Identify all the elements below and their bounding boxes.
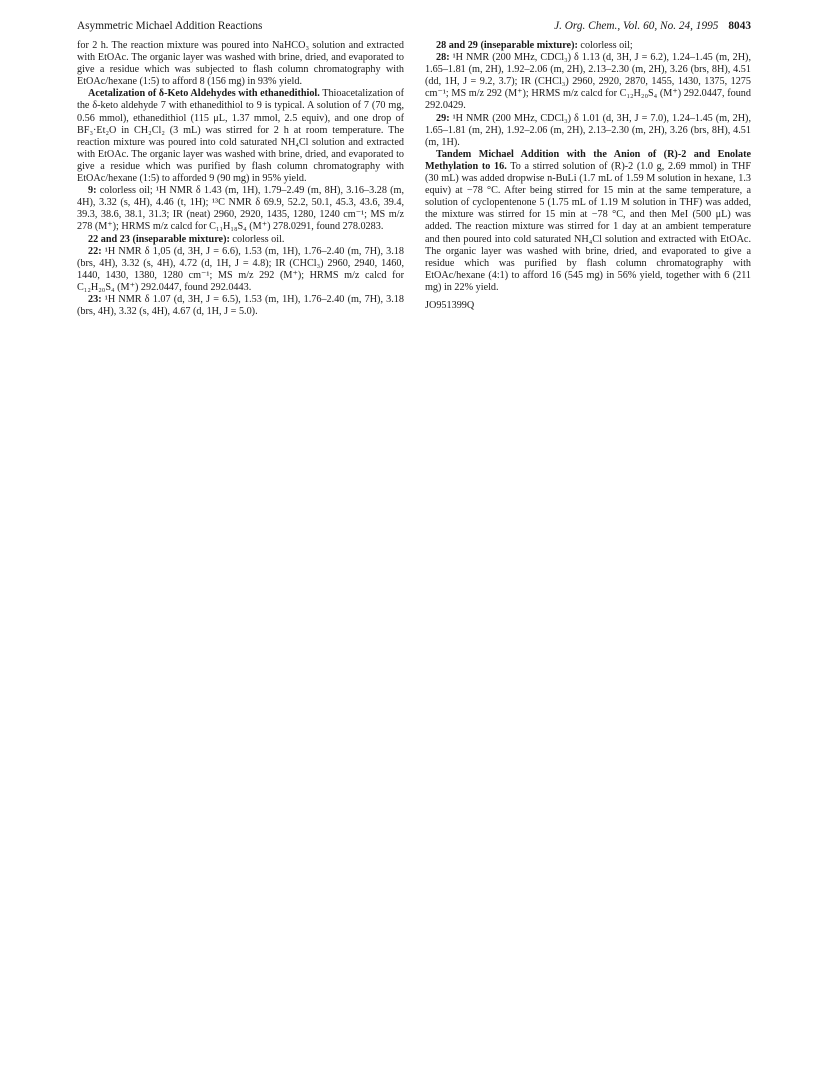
- journal-name: J. Org. Chem., Vol. 60, No. 24, 1995: [554, 20, 719, 32]
- journal-citation: [554, 20, 751, 32]
- paragraph-text: colorless oil.: [232, 233, 285, 245]
- compound-label: 9:: [88, 185, 97, 197]
- manuscript-code: JO951399Q: [425, 299, 475, 311]
- paragraph-compounds-28-29: [425, 40, 751, 52]
- paragraph-text: ¹H NMR δ 1,05 (d, 3H, J = 6.6), 1.53 (m, 1H), 1.76–2.40 (m, 7H), 3.18 (brs, 4H), 3.32 (s, 4H), 4.72 (d, 1H, J = 4.8); IR (CHCl₃) 2960, 2940, 1460, 1440, 1430, 1380, 1280 cm⁻¹; MS m/z 292 (M⁺); HRMS m/z calcd for C₁₂H₂₀S₄ (M⁺) 292.0447, found 292.0443.: [77, 245, 404, 293]
- paragraph-compound-28: [425, 52, 751, 112]
- page-number: 8043: [728, 20, 751, 32]
- paragraph-text: ¹H NMR δ 1.07 (d, 3H, J = 6.5), 1.53 (m, 1H), 1.76–2.40 (m, 7H), 3.18 (brs, 4H), 3.32 (s, 4H), 4.67 (d, 1H, J = 5.0).: [77, 293, 404, 318]
- paragraph-text: colorless oil; ¹H NMR δ 1.43 (m, 1H), 1.79–2.49 (m, 8H), 3.16–3.28 (m, 4H), 3.32 (s, 4H), 4.46 (t, 1H); ¹³C NMR δ 69.9, 52.2, 50.1, 45.3, 43.6, 39.4, 39.3, 38.6, 38.1, 31.3; IR (neat) 2960, 2920, 1435, 1280, 1240 cm⁻¹; MS m/z 278 (M⁺); HRMS m/z calcd for C₁₁H₁₈S₄ (M⁺) 278.0291, found 278.0283.: [77, 185, 405, 233]
- paragraph-tandem-michael: [425, 149, 751, 294]
- paragraph-compound-23: [77, 294, 404, 318]
- paragraph-continuation: for 2 h. The reaction mixture was poured into NaHCO₃ solution and extracted with EtOAc. The organic layer was washed with brine, dried, and evaporated to give a residue which was subjected to flash column chromatography with EtOAc/hexane (1:5) to afford 8 (156 mg) in 93% yield.: [77, 40, 404, 88]
- paragraph-text: colorless oil;: [580, 40, 633, 51]
- paragraph-acetalization: [77, 88, 404, 185]
- paragraph-text: To a stirred solution of (R)-2 (1.0 g, 2.69 mmol) in THF (30 mL) was added dropwise n-BuLi (1.7 mL of 1.59 M solution in hexane, 1.3 equiv) at −78 °C. After being stirred for 15 min at the same temperature, a solution of cyclopentenone 5 (1.75 mL of 1.19 M solution in THF) was added, the mixture was stirred for 15 min at −78 °C, and then MeI (500 μL) was added. The reaction mixture was stirred for 1 day at an ambient temperature and then poured into cold saturated NH₄Cl solution and extracted with EtOAc. The organic layer was washed with brine, dried, and evaporated to give a residue which was purified by flash column chromatography with EtOAc/hexane (4:1) to afford 16 (545 mg) in 56% yield, together with 6 (211 mg) in 22% yield.: [425, 160, 751, 293]
- running-title: Asymmetric Michael Addition Reactions: [77, 20, 263, 32]
- compound-label: 22:: [88, 245, 102, 257]
- paragraph-text: ¹H NMR (200 MHz, CDCl₃) δ 1.13 (d, 3H, J = 6.2), 1.24–1.45 (m, 2H), 1.65–1.81 (m, 2H), 1.92–2.06 (m, 2H), 2.13–2.30 (m, 2H), 3.26 (brs, 8H), 4.51 (dd, 1H, J = 9.2, 3.7); IR (CHCl₃) 2960, 2920, 2870, 1455, 1430, 1375, 1275 cm⁻¹; MS m/z 292 (M⁺); HRMS m/z calcd for C₁₂H₂₀S₄ (M⁺) 292.0447, found 292.0429.: [425, 52, 751, 112]
- compound-label: 28 and 29 (inseparable mixture):: [436, 40, 578, 51]
- page-header: [77, 20, 751, 36]
- paragraph-compound-22: [77, 246, 404, 294]
- paragraph-compound-29: [425, 113, 751, 149]
- paragraph-text: Thioacetalization of the δ-keto aldehyde 7 with ethanedithiol to 9 is typical. A solution of 7 (70 mg, 0.56 mmol), ethanedithiol (115 μL, 1.37 mmol, 2.5 equiv), and one drop of BF₃·Et₂O in CH₂Cl₂ (3 mL) was stirred for 2 h at room temperature. The reaction mixture was poured into cold saturated NH₄Cl solution and extracted with EtOAc. The organic layer was washed with brine, dried, and evaporated to give a residue which was purified by flash column chromatography with EtOAc/hexane (1:5) to afforded 9 (90 mg) in 95% yield.: [77, 88, 404, 185]
- right-column: [425, 40, 751, 312]
- compound-label: 29:: [436, 112, 450, 124]
- paragraph-text: ¹H NMR (200 MHz, CDCl₃) δ 1.01 (d, 3H, J = 7.0), 1.24–1.45 (m, 2H), 1.65–1.81 (m, 2H), 1.92–2.06 (m, 2H), 2.13–2.30 (m, 2H), 3.26 (brs, 8H), 4.51 (m, 1H).: [425, 112, 751, 148]
- section-heading-acetalization: Acetalization of δ-Keto Aldehydes with ethanedithiol.: [88, 88, 320, 100]
- compound-label: 28:: [436, 52, 450, 64]
- section-heading-tandem-michael: Tandem Michael Addition with the Anion of (R)-2 and Enolate Methylation to 16.: [425, 148, 751, 172]
- paragraph-compounds-22-23: [77, 234, 404, 246]
- compound-label: 22 and 23 (inseparable mixture):: [88, 233, 230, 245]
- compound-label: 23:: [88, 293, 102, 305]
- left-column: [77, 40, 404, 318]
- paragraph-compound-9: [77, 185, 404, 233]
